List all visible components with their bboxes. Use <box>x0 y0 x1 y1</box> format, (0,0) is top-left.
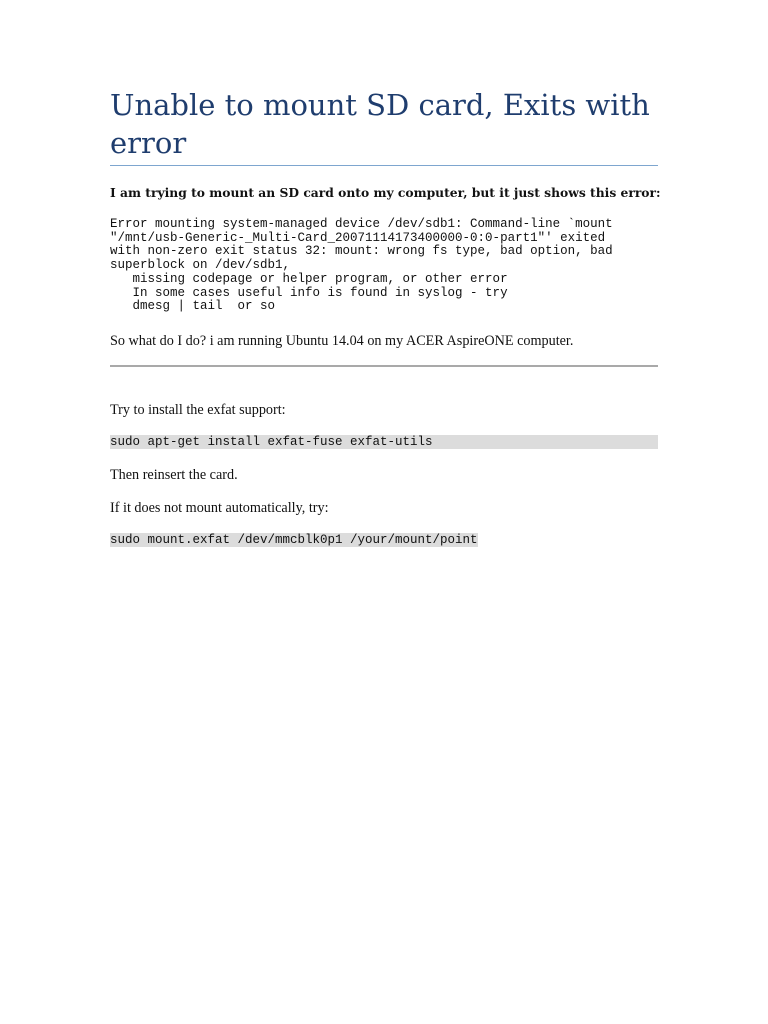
question-follow-up-text: So what do I do? i am running Ubuntu 14.04 on my ACER AspireONE computer. <box>110 333 574 349</box>
fallback-text: If it does not mount automatically, try: <box>110 500 329 516</box>
install-command-code: sudo apt-get install exfat-fuse exfat-utils <box>110 435 658 449</box>
reinsert-text: Then reinsert the card. <box>110 467 238 483</box>
page-title: Unable to mount SD card, Exits with error <box>110 88 650 160</box>
error-output-block: Error mounting system-managed device /dev/sdb1: Command-line `mount "/mnt/usb-Generic-_Multi-Card_20071114173400000-0:0-part1"' exited with non-zero exit status 32: mount: wrong fs type, bad option, bad superblock on /dev/sdb1, missing codepage or helper program, or other error In some cases useful info is found in syslog - try dmesg | tail or so <box>110 217 613 314</box>
answer-divider <box>110 365 658 367</box>
mount-command-code: sudo mount.exfat /dev/mmcblk0p1 /your/mount/point <box>110 533 478 547</box>
answer-intro-text: Try to install the exfat support: <box>110 402 286 418</box>
question-lead-text: I am trying to mount an SD card onto my computer, but it just shows this error: <box>110 185 661 200</box>
title-divider <box>110 165 658 166</box>
